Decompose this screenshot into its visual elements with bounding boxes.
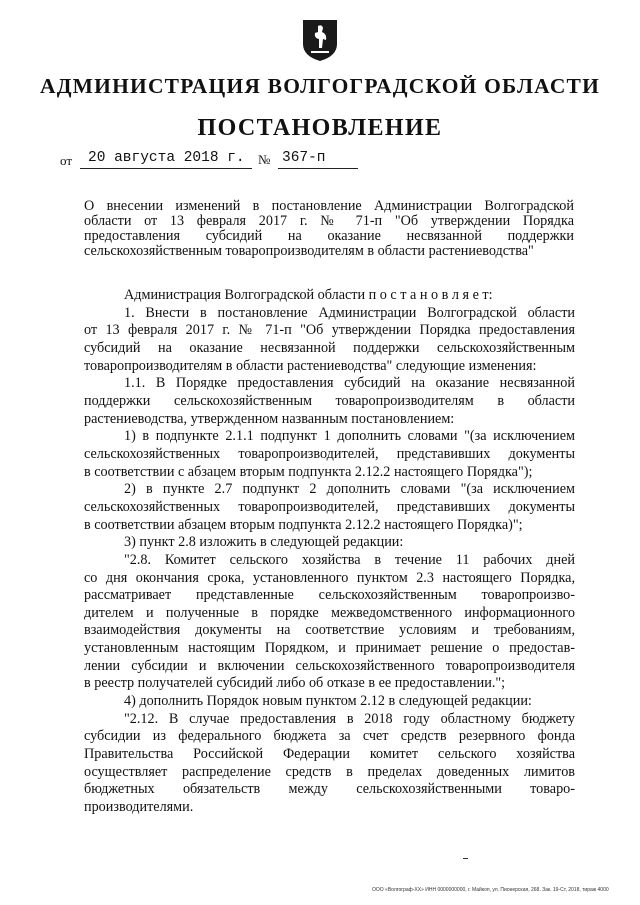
body-line: растениеводства, утвержденном названным постановлением:	[84, 410, 455, 427]
page-mark	[463, 858, 468, 859]
body-line: 2) в пункте 2.7 подпункт 2 дополнить словами "(за исключением	[124, 481, 575, 498]
subject-line: предоставления субсидий на оказание несвязанной поддержки	[84, 228, 574, 244]
number-underline	[278, 168, 358, 169]
body-line: 1.1. В Порядке предоставления субсидий на оказание несвязанной	[124, 375, 575, 392]
body-line: "2.8. Комитет сельского хозяйства в течение 11 рабочих дней	[124, 551, 575, 568]
body-line: Правительства Российской Федерации комитет сельского хозяйства	[84, 746, 575, 763]
subject-line: сельскохозяйственным товаропроизводителям в области растениеводства"	[84, 243, 534, 259]
body-line: в соответствии с абзацем вторым подпункта 2.12.2 настоящего Порядка");	[84, 463, 533, 480]
body-line: сельскохозяйственных товаропроизводителей, представивших документы	[84, 445, 575, 462]
body-line: поддержки сельскохозяйственным товаропроизводителям в области	[84, 392, 575, 409]
body-line: осуществляет распределение средств в пределах доведенных лимитов	[84, 763, 575, 780]
body-line: взаимодействия документы на соответствие условиям и требованиям,	[84, 622, 575, 639]
date-number-line	[60, 150, 360, 172]
body-line: производителями.	[84, 799, 194, 816]
document-body	[84, 287, 575, 817]
document-number: 367-п	[282, 150, 326, 166]
coat-of-arms-emblem	[301, 18, 339, 62]
body-line: в реестр получателей субсидий либо об отказе в ее предоставлении.";	[84, 675, 506, 692]
body-line: субсидии из федерального бюджета за счет средств резервного фонда	[84, 728, 575, 745]
body-line: "2.12. В случае предоставления в 2018 году областному бюджету	[124, 710, 575, 727]
document-date: 20 августа 2018 г.	[88, 150, 245, 166]
number-sign: №	[258, 152, 271, 167]
body-line: установленным настоящим Порядком, и принимает решение о предостав-	[84, 640, 575, 657]
body-line: субсидий на оказание несвязанной поддержки сельскохозяйственным	[84, 339, 575, 356]
body-line: лении субсидии и включении сельскохозяйственного товаропроизводителя	[84, 657, 575, 674]
body-line: бюджетных обязательств между сельскохозяйственными товаро-	[84, 781, 575, 798]
subject-line: области от 13 февраля 2017 г. № 71-п "Об утверждении Порядка	[84, 213, 574, 229]
body-line: рассматривает представленные сельскохозяйственным товаропроизво-	[84, 587, 575, 604]
body-line: сельскохозяйственных товаропроизводителей, представивших документы	[84, 498, 575, 515]
body-line: дителем и полученные в порядке межведомственного информационного	[84, 604, 575, 621]
body-line: Администрация Волгоградской области п о с т а н о в л я е т:	[124, 287, 493, 303]
organization-title: АДМИНИСТРАЦИЯ ВОЛГОГРАДСКОЙ ОБЛАСТИ	[39, 74, 601, 98]
body-line: товаропроизводителям в области растениеводства" следующие изменения:	[84, 357, 537, 374]
from-label: от	[60, 153, 73, 168]
subject-line: О внесении изменений в постановление Администрации Волгоградской	[84, 198, 574, 214]
body-line: в соответствии абзацем вторым подпункта 2.12.2 настоящего Порядка)";	[84, 516, 523, 533]
body-line: 4) дополнить Порядок новым пунктом 2.12 в следующей редакции:	[124, 693, 532, 710]
body-line: 3) пункт 2.8 изложить в следующей редакции:	[124, 534, 404, 551]
printer-imprint: ООО «Волгограф-ХХ» ИНН 0000000000, г. Майкоп, ул. Пионерская, 268. Зак. 19-Ст, 2018, тираж 4000	[372, 887, 609, 893]
body-line: 1) в подпункте 2.1.1 подпункт 1 дополнить словами "(за исключением	[124, 428, 575, 445]
document-type-heading: ПОСТАНОВЛЕНИЕ	[197, 115, 443, 141]
body-line: от 13 февраля 2017 г. № 71-п "Об утверждении Порядка предоставления	[84, 322, 575, 339]
body-line: 1. Внести в постановление Администрации Волгоградской области	[124, 304, 575, 321]
body-line: со дня окончания срока, установленного пунктом 2.3 настоящего Порядка,	[84, 569, 575, 586]
date-underline	[80, 168, 252, 169]
document-subject	[84, 199, 574, 259]
